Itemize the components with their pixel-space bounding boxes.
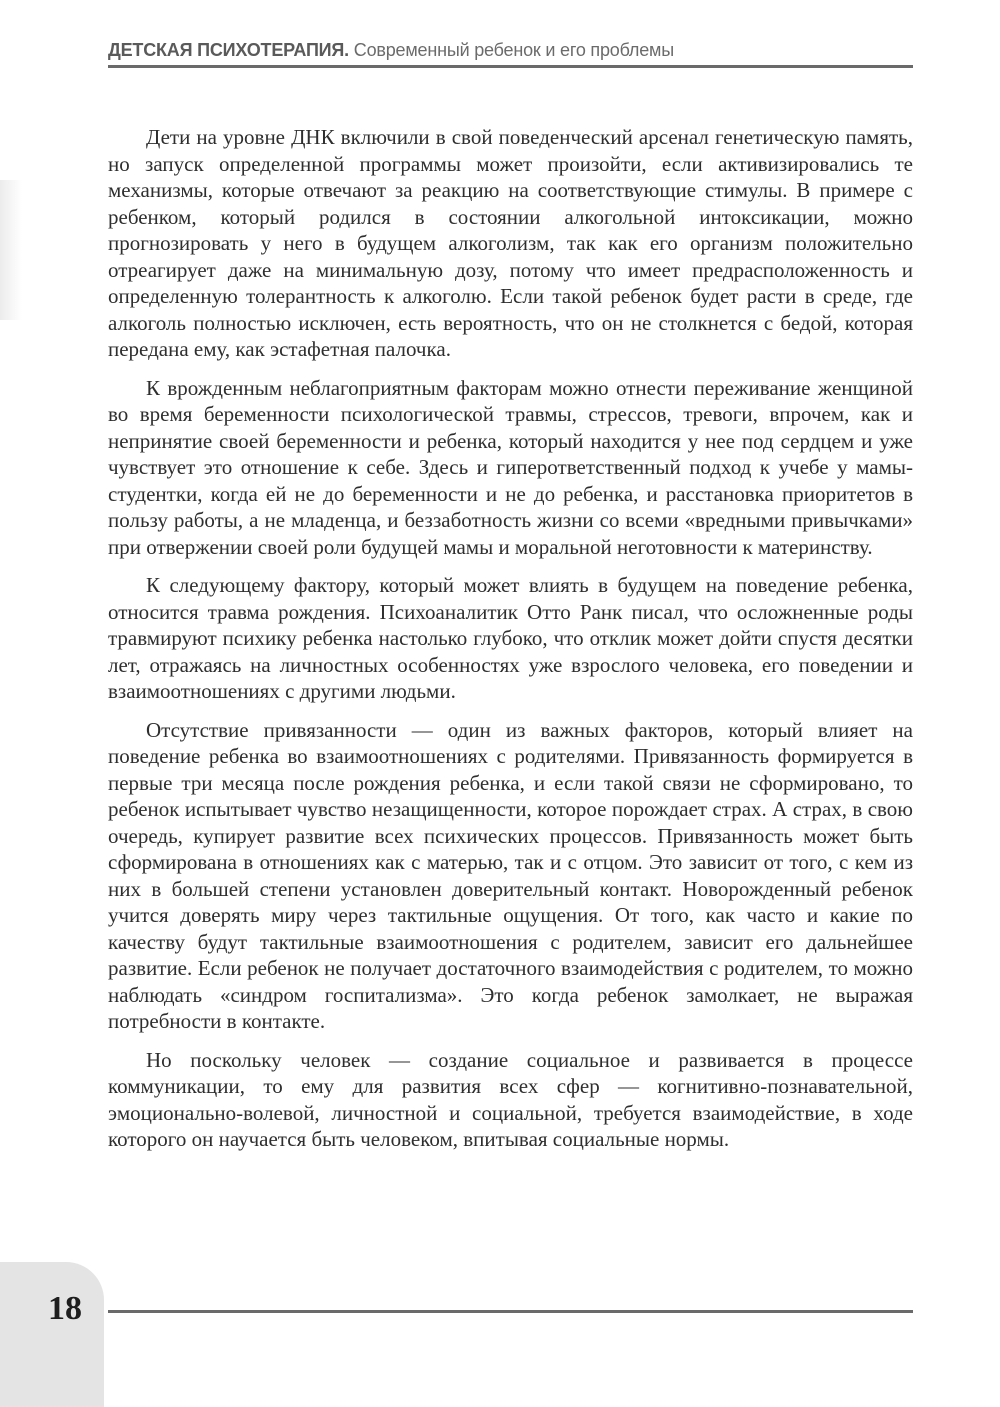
paragraph-2: К врожденным неблагоприятным факторам можно отнести переживание женщиной во время беременности психологической травмы, стрессов, тревоги, впрочем, как и непринятие своей беременности и ребенка, который находится у нее под сердцем и уже чувствует это отношение к себе. Здесь и гиперответственный подход к учебе у мамы-студентки, когда ей не до беременности и не до ребенка, и расстановка приоритетов в пользу работы, а не младенца, и беззаботность жизни со всеми «вредными привычками» при отвержении своей роли будущей мамы и моральной неготовности к материнству.	[108, 375, 913, 559]
body-text	[108, 124, 913, 1165]
running-header-subtitle: Современный ребенок и его проблемы	[348, 40, 674, 60]
paragraph-1: Дети на уровне ДНК включили в свой поведенческий арсенал генетическую память, но запуск определенной программы может произойти, если активизировались те механизмы, которые отвечают за реакцию на соответствующие стимулы. В примере с ребенком, который родился в состоянии алкогольной интоксикации, можно прогнозировать у него в будущем алкоголизм, так как его организм положительно отреагирует даже на минимальную дозу, потому что имеет предрасположенность и определенную толерантность к алкоголю. Если такой ребенок будет расти в среде, где алкоголь полностью исключен, есть вероятность, что он не столкнется с бедой, которая передана ему, как эстафетная палочка.	[108, 125, 913, 361]
paragraph-3: К следующему фактору, который может влиять в будущем на поведение ребенка, относится травма рождения. Психоаналитик Отто Ранк писал, что осложненные роды травмируют психику ребенка настолько глубоко, что отклик может дойти спустя десятки лет, отражаясь на личностных особенностях уже взрослого человека, его поведении и взаимоотношениях с другими людьми.	[108, 573, 913, 703]
running-header	[108, 40, 913, 61]
footer-rule	[108, 1310, 913, 1313]
paragraph-5: Но поскольку человек — создание социальное и развивается в процессе коммуникации, то ему для развития всех сфер — когнитивно-познавательной, эмоционально-волевой, личностной и социальной, требуется взаимодействие, в ходе которого он научается быть человеком, впитывая социальные нормы.	[108, 1047, 913, 1151]
page-edge-shadow	[0, 180, 22, 320]
page-number-tab	[0, 1262, 104, 1407]
header-rule	[108, 65, 913, 68]
paragraph-4: Отсутствие привязанности — один из важных факторов, который влияет на поведение ребенка во взаимоотношениях с родителями. Привязанность формируется в первые три месяца после рождения ребенка, и если такой связи не сформировано, то ребенок испытывает чувство незащищенности, которое порождает страх. А страх, в свою очередь, купирует развитие всех психических процессов. Привязанность может быть сформирована в отношениях как с матерью, так и с отцом. Это зависит от того, с кем из них в большей степени установлен доверительный контакт. Новорожденный ребенок учится доверять миру через тактильные ощущения. От того, как часто и какие по качеству будут тактильные взаимоотношения с родителем, зависит его дальнейшее развитие. Если ребенок не получает достаточного взаимодействия с родителем, то можно наблюдать «синдром госпитализма». Это когда ребенок замолкает, не выражая потребности в контакте.	[108, 717, 913, 1033]
running-header-title: ДЕТСКАЯ ПСИХОТЕРАПИЯ.	[108, 40, 349, 60]
page-number: 18	[48, 1290, 82, 1327]
